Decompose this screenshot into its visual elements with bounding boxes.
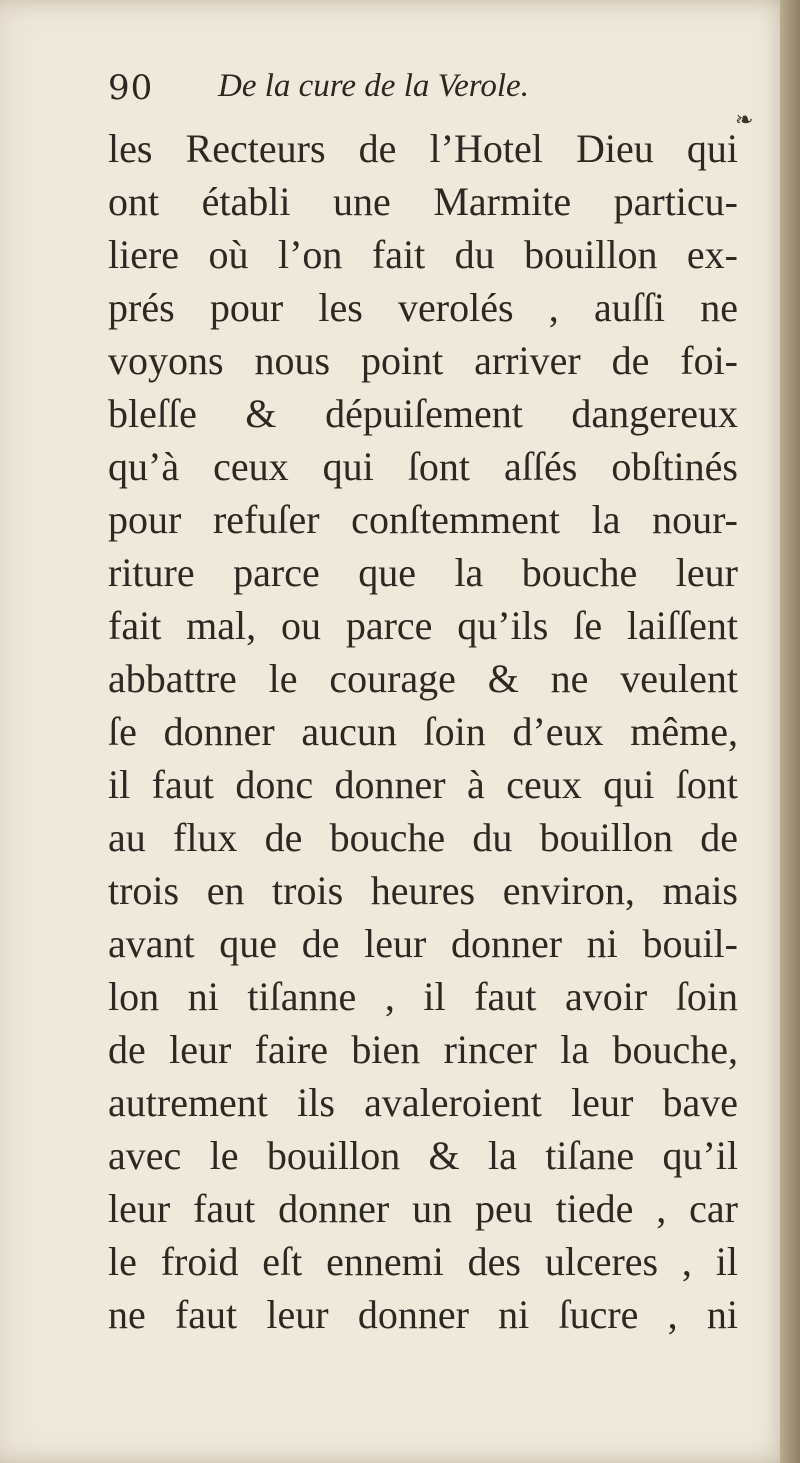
text-line: bleſſe & dépuiſement dangereux bbox=[108, 391, 738, 436]
text-line: trois en trois heures environ, mais bbox=[108, 868, 738, 913]
text-line: pour refuſer conſtemment la nour- bbox=[108, 497, 738, 542]
text-line: liere où l’on fait du bouillon ex- bbox=[108, 232, 738, 277]
page-header bbox=[108, 68, 748, 108]
text-line: voyons nous point arriver de foi- bbox=[108, 338, 738, 383]
text-line: ont établi une Marmite particu- bbox=[108, 179, 738, 224]
text-line: avec le bouillon & la tiſane qu’il bbox=[108, 1133, 738, 1178]
running-title: De la cure de la Verole. bbox=[218, 68, 529, 104]
page-number: 90 bbox=[108, 68, 154, 108]
text-line: qu’à ceux qui ſont aſſés obſtinés bbox=[108, 444, 738, 489]
text-line: lon ni tiſanne , il faut avoir ſoin bbox=[108, 974, 738, 1019]
text-line: riture parce que la bouche leur bbox=[108, 550, 738, 595]
text-line: les Recteurs de l’Hotel Dieu qui bbox=[108, 126, 738, 171]
text-line: avant que de leur donner ni bouil- bbox=[108, 921, 738, 966]
text-line: le froid eſt ennemi des ulceres , il bbox=[108, 1239, 738, 1284]
text-line: ne faut leur donner ni ſucre , ni bbox=[108, 1292, 738, 1337]
text-line: abbattre le courage & ne veulent bbox=[108, 656, 738, 701]
text-line: fait mal, ou parce qu’ils ſe laiſſent bbox=[108, 603, 738, 648]
text-line: de leur faire bien rincer la bouche, bbox=[108, 1027, 738, 1072]
text-line: autrement ils avaleroient leur bave bbox=[108, 1080, 738, 1125]
page-edge bbox=[780, 0, 800, 1463]
body-text bbox=[108, 122, 738, 1341]
text-line: il faut donc donner à ceux qui ſont bbox=[108, 762, 738, 807]
text-line: ſe donner aucun ſoin d’eux même, bbox=[108, 709, 738, 754]
ink-mark-icon: ❧ bbox=[735, 108, 754, 133]
text-line: prés pour les verolés , auſſi ne bbox=[108, 285, 738, 330]
text-line: au flux de bouche du bouillon de bbox=[108, 815, 738, 860]
text-line: leur faut donner un peu tiede , car bbox=[108, 1186, 738, 1231]
